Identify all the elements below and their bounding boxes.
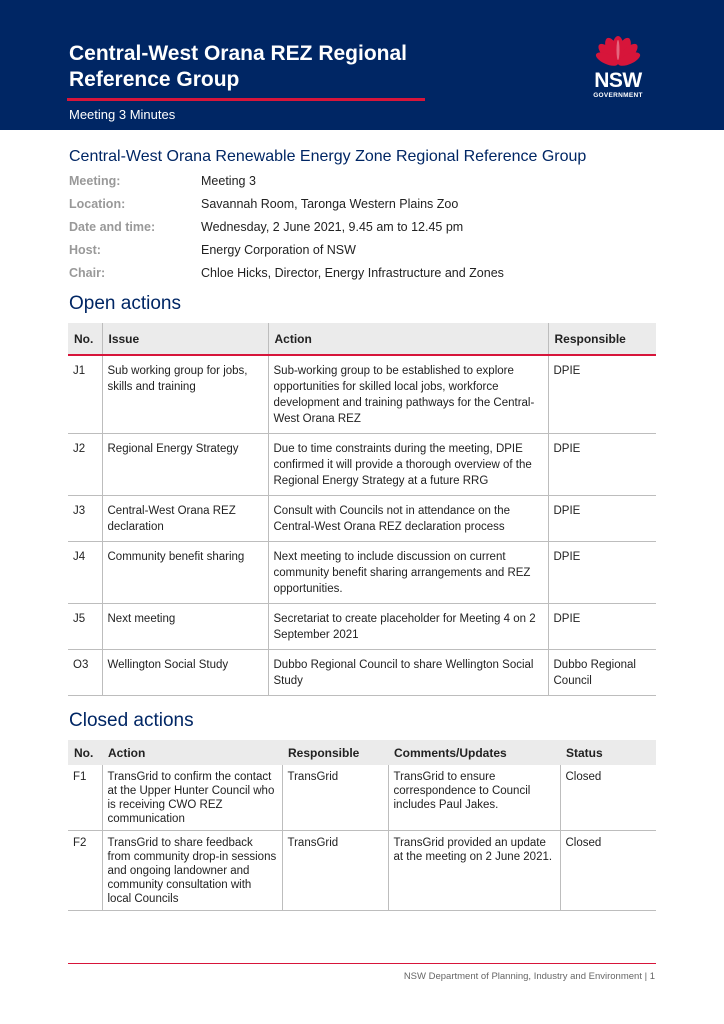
detail-label: Date and time: bbox=[69, 220, 156, 234]
action-description: TransGrid to confirm the contact at the Upper Hunter Council who is receiving CWO REZ communication bbox=[102, 765, 282, 831]
logo-wordmark: NSW bbox=[594, 69, 642, 92]
action-number: O3 bbox=[68, 650, 102, 696]
action-description: Next meeting to include discussion on current community benefit sharing arrangements and REZ opportunities. bbox=[268, 542, 548, 604]
action-issue: Wellington Social Study bbox=[102, 650, 268, 696]
action-description: Sub-working group to be established to explore opportunities for skilled local jobs, workforce development and training pathways for the Central-West Orana REZ bbox=[268, 355, 548, 434]
detail-label: Host: bbox=[69, 243, 101, 257]
column-header: No. bbox=[68, 323, 102, 355]
column-header: Issue bbox=[102, 323, 268, 355]
table-row bbox=[68, 542, 656, 604]
page-footer: NSW Department of Planning, Industry and Environment | 1 bbox=[403, 971, 655, 982]
action-comments: TransGrid provided an update at the meeting on 2 June 2021. bbox=[388, 831, 560, 911]
action-issue: Sub working group for jobs, skills and training bbox=[102, 355, 268, 434]
column-header: Status bbox=[560, 740, 656, 765]
action-issue: Next meeting bbox=[102, 604, 268, 650]
table-header-row bbox=[68, 323, 656, 355]
detail-label: Meeting: bbox=[69, 174, 121, 188]
document-title bbox=[69, 41, 489, 93]
action-description: TransGrid to share feedback from community drop-in sessions and ongoing landowner and community consultation with local Councils bbox=[102, 831, 282, 911]
action-responsible: DPIE bbox=[548, 496, 656, 542]
action-responsible: DPIE bbox=[548, 434, 656, 496]
column-header: Responsible bbox=[282, 740, 388, 765]
meeting-details bbox=[69, 172, 504, 287]
detail-value: Chloe Hicks, Director, Energy Infrastructure and Zones bbox=[201, 266, 504, 280]
detail-value: Savannah Room, Taronga Western Plains Zoo bbox=[201, 197, 459, 211]
action-comments: TransGrid to ensure correspondence to Council includes Paul Jakes. bbox=[388, 765, 560, 831]
closed-actions-heading: Closed actions bbox=[69, 710, 194, 731]
column-header: Action bbox=[102, 740, 282, 765]
nsw-government-logo bbox=[582, 26, 654, 102]
action-number: J1 bbox=[68, 355, 102, 434]
action-description: Consult with Councils not in attendance on the Central-West Orana REZ declaration process bbox=[268, 496, 548, 542]
action-number: F2 bbox=[68, 831, 102, 911]
open-actions-table bbox=[68, 323, 656, 696]
column-header: No. bbox=[68, 740, 102, 765]
table-row bbox=[68, 496, 656, 542]
detail-value: Wednesday, 2 June 2021, 9.45 am to 12.45 pm bbox=[201, 220, 464, 234]
meeting-detail-row bbox=[69, 172, 504, 195]
detail-label: Chair: bbox=[69, 266, 106, 280]
table-header-row bbox=[68, 740, 656, 765]
action-number: J4 bbox=[68, 542, 102, 604]
closed-actions-table bbox=[68, 740, 656, 911]
action-status: Closed bbox=[560, 765, 656, 831]
action-number: J5 bbox=[68, 604, 102, 650]
column-header: Comments/Updates bbox=[388, 740, 560, 765]
action-issue: Regional Energy Strategy bbox=[102, 434, 268, 496]
action-responsible: TransGrid bbox=[282, 831, 388, 911]
action-description: Due to time constraints during the meeting, DPIE confirmed it will provide a thorough overview of the Regional Energy Strategy at a future RRG bbox=[268, 434, 548, 496]
action-status: Closed bbox=[560, 831, 656, 911]
meeting-detail-row bbox=[69, 195, 504, 218]
table-row bbox=[68, 604, 656, 650]
action-number: J3 bbox=[68, 496, 102, 542]
column-header: Action bbox=[268, 323, 548, 355]
action-number: J2 bbox=[68, 434, 102, 496]
table-row bbox=[68, 831, 656, 911]
logo-subtext: GOVERNMENT bbox=[593, 92, 643, 99]
table-row bbox=[68, 434, 656, 496]
meeting-detail-row bbox=[69, 264, 504, 287]
action-description: Secretariat to create placeholder for Meeting 4 on 2 September 2021 bbox=[268, 604, 548, 650]
column-header: Responsible bbox=[548, 323, 656, 355]
table-row bbox=[68, 355, 656, 434]
footer-divider bbox=[68, 963, 656, 964]
detail-label: Location: bbox=[69, 197, 126, 211]
action-issue: Central-West Orana REZ declaration bbox=[102, 496, 268, 542]
title-line-1: Central-West Orana REZ Regional bbox=[69, 42, 408, 65]
title-line-2: Reference Group bbox=[69, 68, 240, 91]
action-responsible: DPIE bbox=[548, 355, 656, 434]
open-actions-heading: Open actions bbox=[69, 293, 181, 314]
detail-value: Energy Corporation of NSW bbox=[201, 243, 356, 257]
action-number: F1 bbox=[68, 765, 102, 831]
table-row bbox=[68, 765, 656, 831]
action-responsible: DPIE bbox=[548, 604, 656, 650]
meeting-detail-row bbox=[69, 218, 504, 241]
meeting-detail-row bbox=[69, 241, 504, 264]
document-subtitle: Meeting 3 Minutes bbox=[69, 107, 176, 122]
title-underline bbox=[67, 98, 425, 101]
table-row bbox=[68, 650, 656, 696]
action-responsible: TransGrid bbox=[282, 765, 388, 831]
waratah-icon bbox=[582, 26, 654, 72]
header-banner bbox=[0, 0, 724, 130]
detail-value: Meeting 3 bbox=[201, 174, 256, 188]
action-issue: Community benefit sharing bbox=[102, 542, 268, 604]
action-responsible: DPIE bbox=[548, 542, 656, 604]
action-responsible: Dubbo Regional Council bbox=[548, 650, 656, 696]
action-description: Dubbo Regional Council to share Wellington Social Study bbox=[268, 650, 548, 696]
group-title: Central-West Orana Renewable Energy Zone Regional Reference Group bbox=[69, 148, 587, 165]
